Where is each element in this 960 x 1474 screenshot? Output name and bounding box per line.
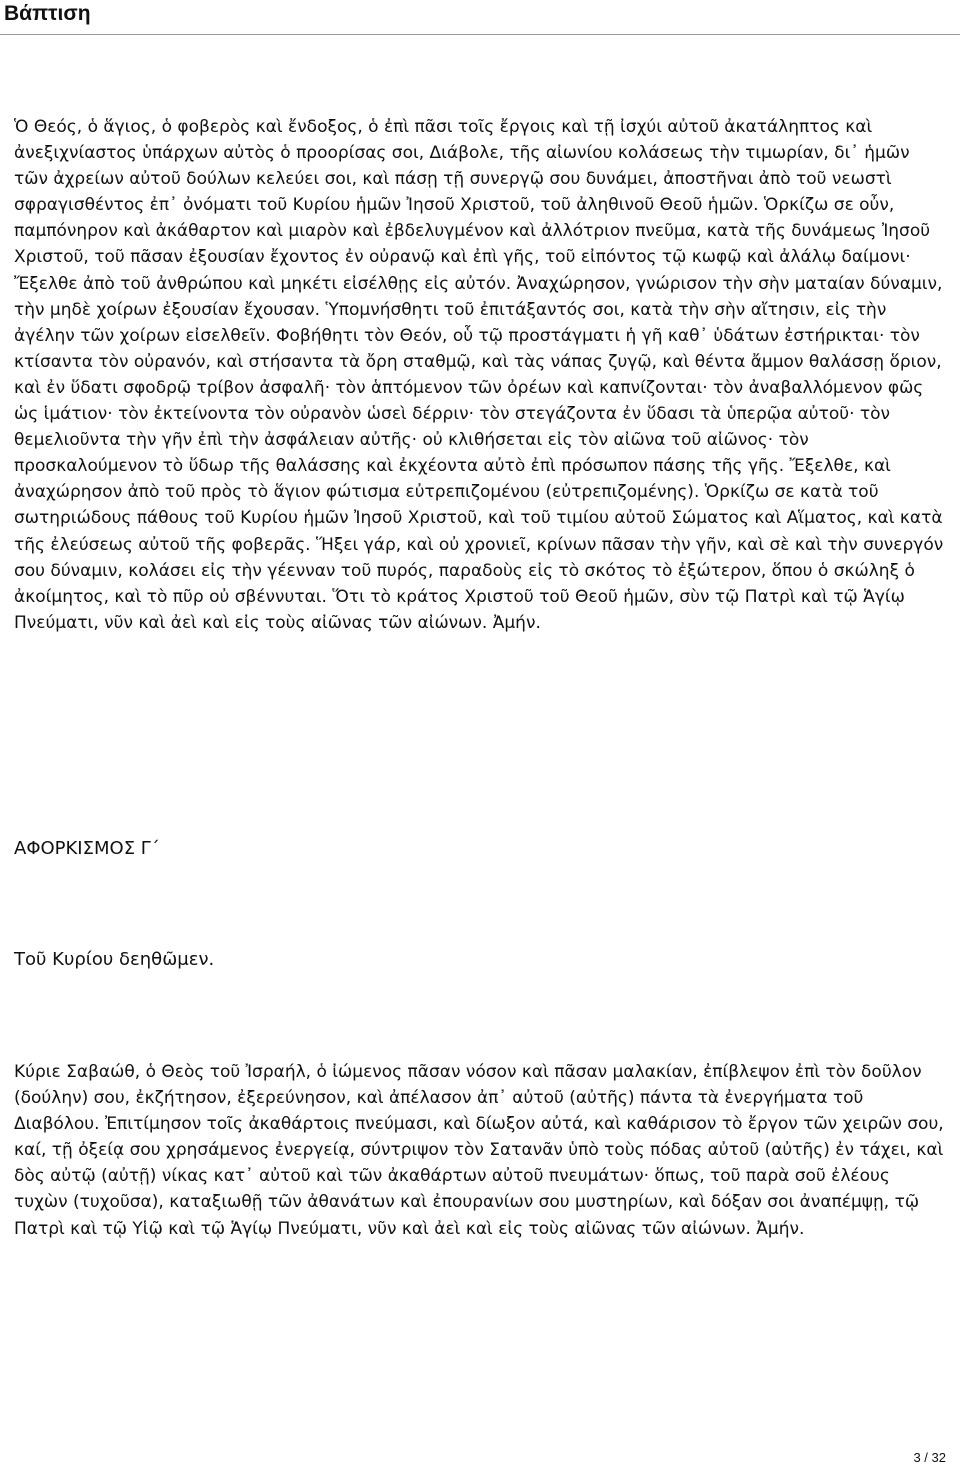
section-heading: ΑΦΟΡΚΙΣΜΟΣ Γ΄: [14, 838, 160, 859]
page-header: [0, 0, 960, 40]
prayer-paragraph: Κύριε Σαβαώθ, ὁ Θεὸς τοῦ Ἰσραήλ, ὁ ἰώμενος πᾶσαν νόσον καὶ πᾶσαν μαλακίαν, ἐπίβλεψον ἐπὶ τὸν δοῦλον (δούλην) σου, ἐκζήτησον, ἐξερεύνησον, καὶ ἀπέλασον ἀπ᾽ αὐτοῦ (αὐτῆς) πάντα τὰ ἐνεργήματα τοῦ Διαβόλου. Ἐπιτίμησον τοῖς ἀκαθάρτοις πνεύμασι, καὶ δίωξον αὐτά, καὶ καθάρισον τὸ ἔργον τῶν χειρῶν σου, καί, τῇ ὀξείᾳ σου χρησάμενος ἐνεργείᾳ, σύντριψον τὸν Σατανᾶν ὑπὸ τοὺς πόδας αὐτοῦ (αὐτῆς) ἐν τάχει, καὶ δὸς αὐτῷ (αὐτῇ) νίκας κατ᾽ αὐτοῦ καὶ τῶν ἀκαθάρτων αὐτοῦ πνευμάτων· ὅπως, τοῦ παρὰ σοῦ ἐλέους τυχὼν (τυχοῦσα), καταξιωθῇ τῶν ἀθανάτων καὶ ἐπουρανίων σου μυστηρίων, καὶ δόξαν σοι ἀναπέμψῃ, τῷ Πατρὶ καὶ τῷ Υἱῷ καὶ τῷ Ἁγίῳ Πνεύματι, νῦν καὶ ἀεὶ καὶ εἰς τοὺς αἰῶνας τῶν αἰώνων. Ἀμήν.: [14, 1062, 944, 1239]
exorcism-prayer-paragraph: Ὁ Θεός, ὁ ἅγιος, ὁ φοβερὸς καὶ ἔνδοξος, ὁ ἐπὶ πᾶσι τοῖς ἔργοις καὶ τῇ ἰσχύι αὐτοῦ ἀκατάληπτος καὶ ἀνεξιχνίαστος ὑπάρχων αὐτὸς ὁ προορίσας σοι, Διάβολε, τῆς αἰωνίου κολάσεως τὴν τιμωρίαν, δι᾽ ἡμῶν τῶν ἀχρείων αὐτοῦ δούλων κελεύει σοι, καὶ πάσῃ τῇ συνεργῷ σου δυνάμει, ἀποστῆναι ἀπὸ τοῦ νεωστὶ σφραγισθέντος ἐπ᾽ ὀνόματι τοῦ Κυρίου ἡμῶν Ἰησοῦ Χριστοῦ, τοῦ ἀληθινοῦ Θεοῦ ἡμῶν. Ὁρκίζω σε οὖν, παμπόνηρον καὶ ἀκάθαρτον καὶ μιαρὸν καὶ ἐβδελυγμένον καὶ ἀλλότριον πνεῦμα, κατὰ τῆς δυνάμεως Ἰησοῦ Χριστοῦ, τοῦ πᾶσαν ἐξουσίαν ἔχοντος ἐν οὐρανῷ καὶ ἐπὶ γῆς, τοῦ εἰπόντος τῷ κωφῷ καὶ ἀλάλῳ δαίμονι· Ἔξελθε ἀπὸ τοῦ ἀνθρώπου καὶ μηκέτι εἰσέλθῃς εἰς αὐτόν. Ἀναχώρησον, γνώρισον τὴν σὴν ματαίαν δύναμιν, τὴν μηδὲ χοίρων ἐξουσίαν ἔχουσαν. Ὑπομνήσθητι τοῦ ἐπιτάξαντός σοι, κατὰ τὴν σὴν αἴτησιν, εἰς τὴν ἀγέλην τῶν χοίρων εἰσελθεῖν. Φοβήθητι τὸν Θεόν, οὗ τῷ προστάγματι ἡ γῆ καθ᾽ ὑδάτων ἐστήρικται· τὸν κτίσαντα τὸν οὐρανόν, καὶ στήσαντα τὰ ὄρη σταθμῷ, καὶ τὰς νάπας ζυγῷ, καὶ θέντα ἄμμον θαλάσσῃ ὅριον, καὶ ἐν ὕδατι σφοδρῷ τρίβον ἀσφαλῆ· τὸν ἁπτόμενον τῶν ὀρέων καὶ καπνίζονται· τὸν ἀναβαλλόμενον φῶς ὡς ἱμάτιον· τὸν ἐκτείνοντα τὸν οὐρανὸν ὡσεὶ δέρριν· τὸν στεγάζοντα ἐν ὕδασι τὰ ὑπερῷα αὐτοῦ· τὸν θεμελιοῦντα τὴν γῆν ἐπὶ τὴν ἀσφάλειαν αὐτῆς· οὐ κλιθήσεται εἰς τὸν αἰῶνα τοῦ αἰῶνος· τὸν προσκαλούμενον τὸ ὕδωρ τῆς θαλάσσης καὶ ἐκχέοντα αὐτὸ ἐπὶ πρόσωπον πάσης τῆς γῆς. Ἔξελθε, καὶ ἀναχώρησον ἀπὸ τοῦ πρὸς τὸ ἅγιον φώτισμα εὐτρεπιζομένου (εὐτρεπιζομένης). Ὁρκίζω σε κατὰ τοῦ σωτηριώδους πάθους τοῦ Κυρίου ἡμῶν Ἰησοῦ Χριστοῦ, καὶ τοῦ τιμίου αὐτοῦ Σώματος καὶ Αἵματος, καὶ κατὰ τῆς ἐλεύσεως αὐτοῦ τῆς φοβερᾶς. Ἥξει γάρ, καὶ οὐ χρονιεῖ, κρίνων πᾶσαν τὴν γῆν, καὶ σὲ καὶ τὴν συνεργόν σου δύναμιν, κολάσει εἰς τὴν γέενναν τοῦ πυρός, παραδοὺς εἰς τὸ σκότος τὸ ἐξώτερον, ὅπου ὁ σκώληξ ὁ ἀκοίμητος, καὶ τὸ πῦρ οὐ σβέννυται. Ὅτι τὸ κράτος Χριστοῦ τοῦ Θεοῦ ἡμῶν, σὺν τῷ Πατρὶ καὶ τῷ Ἁγίῳ Πνεύματι, νῦν καὶ ἀεὶ καὶ εἰς τοὺς αἰῶνας τῶν αἰώνων. Ἀμήν.: [14, 117, 944, 633]
page-number: 3 / 32: [913, 1450, 946, 1465]
header-divider: [0, 34, 960, 35]
page-title: Βάπτιση: [4, 2, 91, 25]
petition-line: Τοῦ Κυρίου δεηθῶμεν.: [14, 949, 215, 970]
